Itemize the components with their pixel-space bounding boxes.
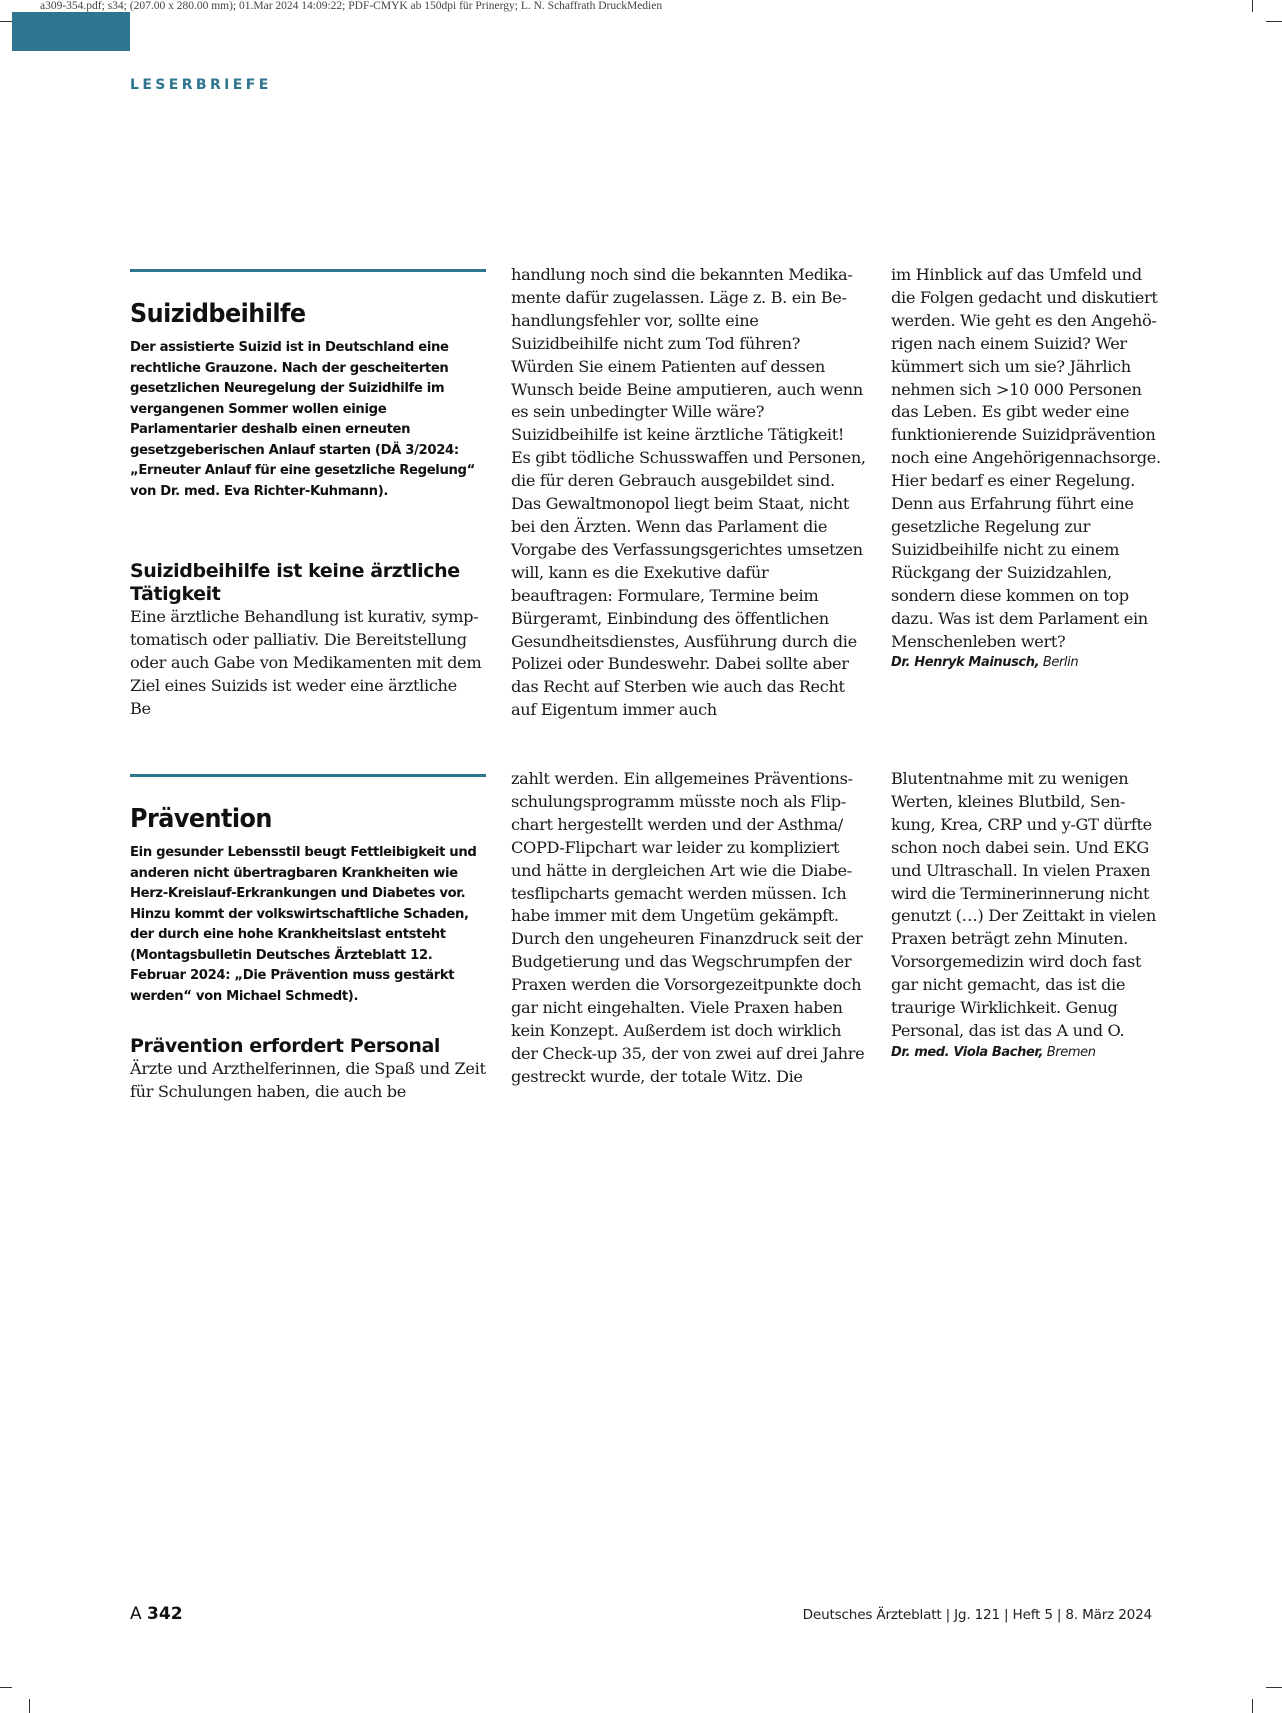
article-title: Suizidbeihilfe [130,299,306,329]
crop-mark [1266,1687,1282,1688]
author-name: Dr. med. Viola Bacher, [891,1044,1044,1060]
author-name: Dr. Henryk Mainusch, [891,655,1040,671]
article-rule [130,774,486,777]
article-lead: Der assistierte Suizid ist in Deutschland eine rechtliche Grauzone. Nach der gescheiterten gesetzlichen Neuregelung der Suizidhilfe im vergangenen Sommer wollen einige Parlamentarier deshalb einen erneuten gesetzgeberischen Anlauf starten (DÄ 3/2024: „Erneuter Anlauf für eine gesetzliche Regelung“ von Dr. med. Eva Richter-Kuhmann). [130,340,475,499]
article-rule [130,269,486,272]
letter-body: zahlt werden. Ein allgemeines Präventionsschulungsprogramm müsste noch als Flipchart hergestellt werden und der Asthma/ COPD-Flipchart war leider zu kompliziert und hätte in dergleichen Art wie die Diabetesflipcharts gemacht werden müssen. Ich habe immer mit dem Ungetüm gekämpft. Durch den ungeheuren Finanzdruck seit der Budgetierung und das Wegschrumpfen der Praxen werden die Vorsorgezeitpunkte doch gar nicht eingehalten. Viele Praxen haben kein Konzept. Außerdem ist doch wirklich der Check-up 35, der von zwei auf drei Jahre gestreckt wurde, der totale Witz. Die [511,769,865,1086]
crop-mark [1252,0,1253,12]
page-prefix: A [130,1604,142,1624]
letter-signature [891,655,1161,670]
page-number [130,1604,183,1624]
letter-headline: Suizidbeihilfe ist keine ärztliche Tätigkeit [130,560,460,605]
publication-info: Deutsches Ärzteblatt | Jg. 121 | Heft 5 | 8. März 2024 [802,1607,1152,1623]
column-2 [511,768,867,1089]
article-title: Prävention [130,804,272,834]
author-city: Bremen [1046,1044,1096,1060]
crop-mark [29,1699,30,1713]
print-meta-line: a309-354.pdf; s34; (207.00 x 280.00 mm); 01.Mar 2024 14:09:22; PDF-CMYK ab 150dpi für Prinergy; L. N. Schaffrath DruckMedien [40,0,663,12]
column-3 [891,264,1161,670]
crop-mark [1252,1699,1253,1713]
column-2 [511,264,867,722]
crop-mark [0,1687,12,1688]
section-label: LESERBRIEFE [130,77,272,93]
letter-body: Ärzte und Arzthelferinnen, die Spaß und Zeit für Schulungen haben, die auch be [130,1059,486,1101]
letter-headline: Prävention erfordert Personal [130,1035,441,1057]
crop-mark [1266,21,1282,22]
crop-mark [0,21,12,22]
column-1 [130,269,486,721]
letter-body: handlung noch sind die bekannten Medikamente dafür zugelassen. Läge z. B. ein Behandlungsfehler vor, sollte eine Suizidbeihilfe nicht zum Tod führen? Würden Sie einem Patienten auf dessen Wunsch beide Beine amputieren, auch wenn es sein unbedingter Wille wäre? Suizidbeihilfe ist keine ärztliche Tätigkeit! Es gibt tödliche Schusswaffen und Personen, die für deren Gebrauch ausgebildet sind. Das Gewaltmonopol liegt beim Staat, nicht bei den Ärzten. Wenn das Parlament die Vorgabe des Verfassungsgerichtes umsetzen will, kann es die Exekutive dafür beauftragen: Formulare, Termine beim Bürgeramt, Einbindung des öffentlichen Gesundheitsdienstes, Ausführung durch die Polizei oder Bundeswehr. Dabei sollte aber das Recht auf Sterben wie auch das Recht auf Eigentum immer auch [511,265,866,720]
letter-signature [891,1045,1161,1060]
letter-body: im Hinblick auf das Umfeld und die Folgen gedacht und diskutiert werden. Wie geht es den Angehörigen nach einem Suizid? Wer kümmert sich um sie? Jährlich nehmen sich >10 000 Personen das Leben. Es gibt weder eine funktionierende Suizidprävention noch eine Angehörigennachsorge. Hier bedarf es einer Regelung. Denn aus Erfahrung führt eine gesetzliche Regelung zur Suizidbeihilfe nicht zu einem Rückgang der Suizidzahlen, sondern diese kommen on top dazu. Was ist dem Parlament ein Menschenleben wert? [891,265,1161,651]
letter-body: Blutentnahme mit zu wenigen Werten, kleines Blutbild, Senkung, Krea, CRP und y-GT dürfte schon noch dabei sein. Und EKG und Ultraschall. In vielen Praxen wird die Terminerinnerung nicht genutzt (…) Der Zeittakt in vielen Praxen beträgt zehn Minuten. Vorsorgemedizin wird doch fast gar nicht gemacht, das ist die traurige Wirklichkeit. Genug Personal, das ist das A und O. [891,769,1156,1040]
section-color-tab [12,12,130,51]
article-lead: Ein gesunder Lebensstil beugt Fettleibigkeit und anderen nicht übertragbaren Krankheiten wie Herz-Kreislauf-Erkrankungen und Diabetes vor. Hinzu kommt der volkswirtschaftliche Schaden, der durch eine hohe Krankheitslast entsteht (Montagsbulletin Deutsches Ärzteblatt 12. Februar 2024: „Die Prävention muss gestärkt werden“ von Michael Schmedt). [130,845,477,1004]
page-number-value: 342 [147,1604,183,1624]
column-1 [130,774,486,1104]
author-city: Berlin [1042,655,1079,671]
column-3 [891,768,1161,1060]
letter-body: Eine ärztliche Behandlung ist kurativ, symptomatisch oder palliativ. Die Bereitstellung oder auch Gabe von Medikamenten mit dem Ziel eines Suizids ist weder eine ärztliche Be [130,607,482,718]
